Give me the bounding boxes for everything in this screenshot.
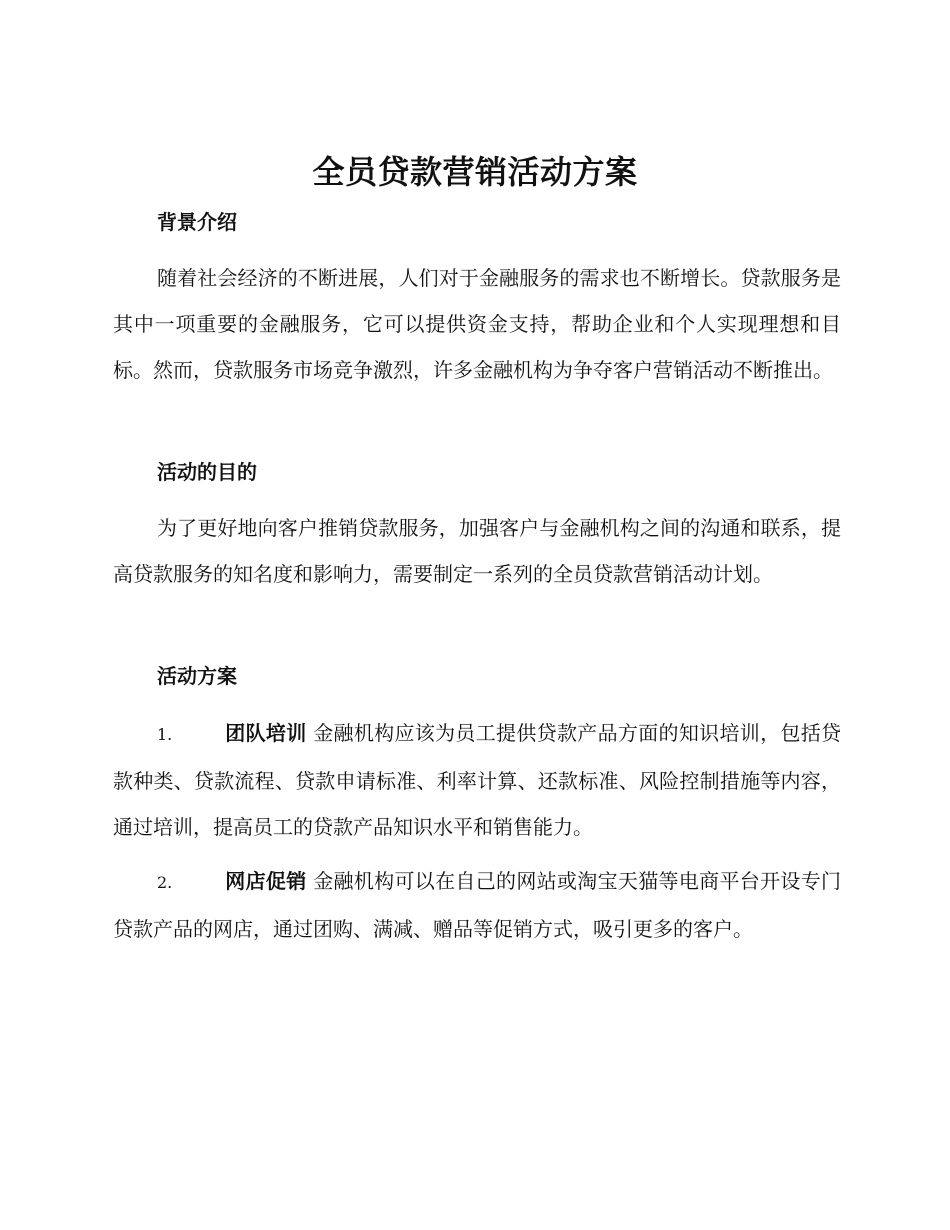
list-number: 1. xyxy=(157,725,173,744)
section-heading-plan: 活动方案 xyxy=(157,664,237,688)
plan-list-item-training xyxy=(113,710,841,850)
section-paragraph-purpose: 为了更好地向客户推销贷款服务，加强客户与金融机构之间的沟通和联系，提高贷款服务的知名度和影响力，需要制定一系列的全员贷款营销活动计划。 xyxy=(113,516,841,586)
section-heading-purpose: 活动的目的 xyxy=(157,460,257,484)
list-text: 金融机构应该为员工提供贷款产品方面的知识培训，包括贷款种类、贷款流程、贷款申请标准、利率计算、还款标准、风险控制措施等内容，通过培训，提高员工的贷款产品知识水平和销售能力。 xyxy=(113,721,842,839)
plan-list-item-online-store xyxy=(113,858,841,952)
section-heading-background: 背景介绍 xyxy=(157,210,237,234)
document-title: 全员贷款营销活动方案 xyxy=(312,153,638,191)
section-paragraph-background: 随着社会经济的不断进展，人们对于金融服务的需求也不断增长。贷款服务是其中一项重要的金融服务，它可以提供资金支持，帮助企业和个人实现理想和目标。然而，贷款服务市场竞争激烈，许多金融机构为争夺客户营销活动不断推出。 xyxy=(113,266,841,382)
list-term: 团队培训 xyxy=(225,721,307,745)
list-term: 网店促销 xyxy=(225,869,307,893)
list-text: 金融机构可以在自己的网站或淘宝天猫等电商平台开设专门贷款产品的网店，通过团购、满减、赠品等促销方式，吸引更多的客户。 xyxy=(113,869,842,941)
list-number: 2. xyxy=(157,873,173,892)
